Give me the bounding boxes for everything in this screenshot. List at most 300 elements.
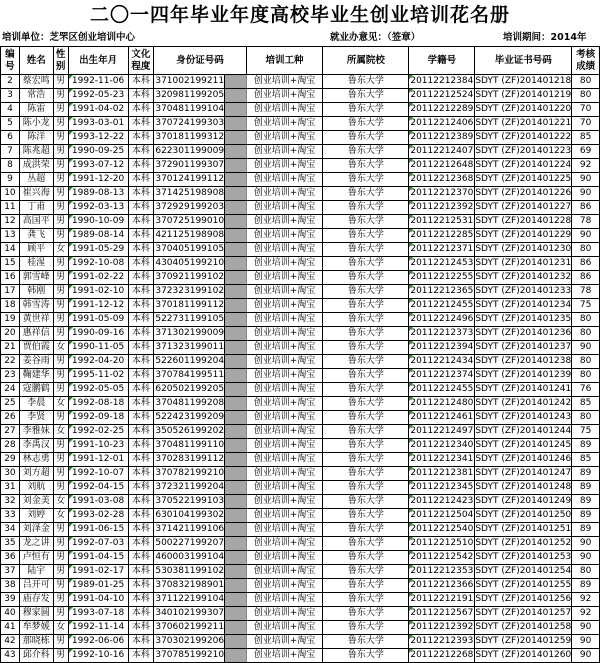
cell-score: 75	[572, 425, 600, 439]
table-row	[1, 607, 600, 621]
cell-birth: 1989-08-14	[68, 229, 128, 243]
cell-no: 32	[1, 495, 20, 509]
cell-training-type: 创业培训+淘宝	[246, 215, 323, 229]
cell-id-number: 370602199211	[154, 621, 225, 635]
cell-id-number: 372321199204	[154, 481, 225, 495]
cell-sex: 男	[53, 453, 68, 467]
cell-score: 80	[572, 313, 600, 327]
table-row	[1, 523, 600, 537]
cell-name: 丛超	[19, 173, 53, 187]
cell-no: 22	[1, 355, 20, 369]
cell-student-number: 20112212434	[409, 355, 475, 369]
cell-score: 92	[572, 159, 600, 173]
cell-redacted	[225, 537, 247, 551]
cell-training-type: 创业培训+淘宝	[246, 75, 323, 89]
cell-certificate-number: SDYT (ZF)201401236	[475, 327, 572, 341]
cell-certificate-number: SDYT (ZF)201401238	[475, 355, 572, 369]
cell-id-number: 430405199210	[154, 257, 225, 271]
cell-school: 鲁东大学	[323, 229, 409, 243]
employment-office-opinion: 就业办意见：（签章）	[330, 32, 421, 43]
cell-no: 16	[1, 271, 20, 285]
cell-training-type: 创业培训+淘宝	[246, 369, 323, 383]
cell-education: 本科	[128, 257, 154, 271]
cell-id-number: 370784199511	[154, 369, 225, 383]
cell-redacted	[225, 285, 247, 299]
cell-name: 那晓栋	[19, 635, 53, 649]
cell-birth: 1992-06-06	[68, 635, 128, 649]
cell-birth: 1992-03-13	[68, 201, 128, 215]
cell-no: 40	[1, 607, 20, 621]
table-row	[1, 355, 600, 369]
cell-sex: 男	[53, 579, 68, 593]
cell-education: 本科	[128, 481, 154, 495]
cell-sex: 女	[53, 621, 68, 635]
cell-name: 邱介科	[19, 649, 53, 663]
cell-certificate-number: SDYT (ZF)201401247	[475, 467, 572, 481]
cell-name: 郭雪峰	[19, 271, 53, 285]
cell-sex: 男	[53, 131, 68, 145]
cell-no: 7	[1, 145, 20, 159]
cell-id-number: 622301199009	[154, 145, 225, 159]
table-row	[1, 551, 600, 565]
cell-certificate-number: SDYT (ZF)201401256	[475, 593, 572, 607]
table-row	[1, 257, 600, 271]
cell-education: 本科	[128, 173, 154, 187]
cell-education: 本科	[128, 537, 154, 551]
cell-certificate-number: SDYT (ZF)201401248	[475, 481, 572, 495]
cell-certificate-number: SDYT (ZF)201401225	[475, 173, 572, 187]
cell-no: 24	[1, 383, 20, 397]
roster-table	[0, 46, 600, 663]
cell-score: 70	[572, 103, 600, 117]
cell-redacted	[225, 397, 247, 411]
cell-school: 鲁东大学	[323, 439, 409, 453]
cell-redacted	[225, 523, 247, 537]
cell-education: 本科	[128, 271, 154, 285]
cell-student-number: 20112212368	[409, 173, 475, 187]
cell-redacted	[225, 453, 247, 467]
cell-sex: 男	[53, 369, 68, 383]
cell-certificate-number: SDYT (ZF)201401231	[475, 257, 572, 271]
cell-score: 90	[572, 551, 600, 565]
cell-id-number: 372929199203	[154, 201, 225, 215]
cell-training-type: 创业培训+淘宝	[246, 481, 323, 495]
table-row	[1, 285, 600, 299]
cell-score: 89	[572, 495, 600, 509]
cell-birth: 1992-08-18	[68, 397, 128, 411]
cell-school: 鲁东大学	[323, 621, 409, 635]
cell-sex: 男	[53, 635, 68, 649]
table-row	[1, 397, 600, 411]
cell-student-number: 20112212423	[409, 495, 475, 509]
table-row	[1, 537, 600, 551]
table-row	[1, 453, 600, 467]
cell-training-type: 创业培训+淘宝	[246, 523, 323, 537]
cell-student-number: 20112212542	[409, 551, 475, 565]
cell-no: 41	[1, 621, 20, 635]
cell-birth: 1990-09-25	[68, 145, 128, 159]
cell-training-type: 创业培训+淘宝	[246, 621, 323, 635]
table-row	[1, 411, 600, 425]
cell-redacted	[225, 495, 247, 509]
table-row	[1, 243, 600, 257]
cell-id-number: 371122199104	[154, 593, 225, 607]
cell-student-number: 20112212392	[409, 621, 475, 635]
cell-birth: 1992-09-18	[68, 411, 128, 425]
cell-birth: 1990-11-05	[68, 341, 128, 355]
table-row	[1, 159, 600, 173]
cell-sex: 男	[53, 229, 68, 243]
cell-training-type: 创业培训+淘宝	[246, 593, 323, 607]
cell-no: 43	[1, 649, 20, 663]
cell-school: 鲁东大学	[323, 103, 409, 117]
cell-no: 20	[1, 327, 20, 341]
cell-no: 34	[1, 523, 20, 537]
cell-name: 龙之讲	[19, 537, 53, 551]
cell-education: 本科	[128, 425, 154, 439]
cell-no: 21	[1, 341, 20, 355]
cell-sex: 男	[53, 327, 68, 341]
cell-id-number: 370124199112	[154, 173, 225, 187]
cell-score: 85	[572, 453, 600, 467]
cell-score: 75	[572, 299, 600, 313]
cell-sex: 男	[53, 117, 68, 131]
cell-education: 本科	[128, 299, 154, 313]
cell-certificate-number: SDYT (ZF)201401242	[475, 397, 572, 411]
cell-student-number: 20112212648	[409, 159, 475, 173]
cell-training-type: 创业培训+淘宝	[246, 313, 323, 327]
cell-id-number: 370181199112	[154, 299, 225, 313]
cell-name: 陈兆超	[19, 145, 53, 159]
cell-student-number: 20112212497	[409, 425, 475, 439]
cell-training-type: 创业培训+淘宝	[246, 607, 323, 621]
cell-education: 本科	[128, 285, 154, 299]
cell-no: 37	[1, 565, 20, 579]
cell-training-type: 创业培训+淘宝	[246, 299, 323, 313]
cell-certificate-number: SDYT (ZF)201401224	[475, 159, 572, 173]
cell-id-number: 370782199210	[154, 467, 225, 481]
cell-sex: 男	[53, 355, 68, 369]
cell-id-number: 522423199209	[154, 411, 225, 425]
cell-no: 27	[1, 425, 20, 439]
cell-name: 陈洋	[19, 131, 53, 145]
cell-score: 90	[572, 187, 600, 201]
cell-redacted	[225, 565, 247, 579]
cell-redacted	[225, 257, 247, 271]
cell-school: 鲁东大学	[323, 551, 409, 565]
cell-sex: 女	[53, 425, 68, 439]
cell-school: 鲁东大学	[323, 257, 409, 271]
cell-student-number: 20112212389	[409, 131, 475, 145]
cell-student-number: 20112212461	[409, 411, 475, 425]
cell-redacted	[225, 271, 247, 285]
table-row	[1, 299, 600, 313]
cell-name: 刘泽金	[19, 523, 53, 537]
cell-birth: 1991-05-29	[68, 243, 128, 257]
cell-certificate-number: SDYT (ZF)201401235	[475, 313, 572, 327]
cell-id-number: 340102199307	[154, 607, 225, 621]
cell-score: 90	[572, 537, 600, 551]
cell-certificate-number: SDYT (ZF)201401229	[475, 229, 572, 243]
cell-education: 本科	[128, 551, 154, 565]
cell-training-type: 创业培训+淘宝	[246, 341, 323, 355]
cell-student-number: 20112212504	[409, 509, 475, 523]
cell-id-number: 370405199105	[154, 243, 225, 257]
cell-redacted	[225, 201, 247, 215]
cell-score: 80	[572, 369, 600, 383]
cell-student-number: 20112212453	[409, 257, 475, 271]
info-bar	[0, 30, 600, 45]
cell-name: 陈雷	[19, 103, 53, 117]
cell-education: 本科	[128, 215, 154, 229]
table-row	[1, 341, 600, 355]
cell-no: 38	[1, 579, 20, 593]
cell-name: 李晨	[19, 397, 53, 411]
cell-name: 黄世祥	[19, 313, 53, 327]
cell-education: 本科	[128, 439, 154, 453]
cell-redacted	[225, 649, 247, 663]
cell-sex: 男	[53, 187, 68, 201]
cell-score: 80	[572, 327, 600, 341]
cell-sex: 男	[53, 565, 68, 579]
cell-sex: 男	[53, 313, 68, 327]
table-row	[1, 593, 600, 607]
cell-education: 本科	[128, 229, 154, 243]
cell-redacted	[225, 355, 247, 369]
cell-school: 鲁东大学	[323, 467, 409, 481]
cell-score: 80	[572, 89, 600, 103]
cell-redacted	[225, 439, 247, 453]
cell-sex: 男	[53, 201, 68, 215]
cell-id-number: 370481199104	[154, 103, 225, 117]
cell-education: 本科	[128, 453, 154, 467]
cell-name: 陈小龙	[19, 117, 53, 131]
cell-id-number: 460003199104	[154, 551, 225, 565]
cell-student-number: 20112212384	[409, 75, 475, 89]
cell-student-number: 20112212393	[409, 635, 475, 649]
cell-name: 蔡宏鸣	[19, 75, 53, 89]
cell-training-type: 创业培训+淘宝	[246, 495, 323, 509]
cell-no: 11	[1, 201, 20, 215]
header-education: 文化程度	[128, 47, 154, 75]
cell-id-number: 371323199011	[154, 341, 225, 355]
cell-name: 韩雪涛	[19, 299, 53, 313]
table-row	[1, 145, 600, 159]
cell-redacted	[225, 509, 247, 523]
cell-training-type: 创业培训+淘宝	[246, 467, 323, 481]
cell-no: 4	[1, 103, 20, 117]
cell-certificate-number: SDYT (ZF)201401234	[475, 299, 572, 313]
cell-training-type: 创业培训+淘宝	[246, 635, 323, 649]
cell-certificate-number: SDYT (ZF)201401227	[475, 201, 572, 215]
cell-student-number: 20112212373	[409, 327, 475, 341]
cell-id-number: 370921199102	[154, 271, 225, 285]
cell-certificate-number: SDYT (ZF)201401243	[475, 411, 572, 425]
cell-certificate-number: SDYT (ZF)201401249	[475, 495, 572, 509]
cell-school: 鲁东大学	[323, 75, 409, 89]
cell-name: 常浩	[19, 89, 53, 103]
table-row	[1, 439, 600, 453]
cell-score: 89	[572, 509, 600, 523]
cell-student-number: 20112212366	[409, 579, 475, 593]
cell-id-number: 500227199207	[154, 537, 225, 551]
cell-name: 刘婷	[19, 509, 53, 523]
cell-birth: 1991-04-02	[68, 103, 128, 117]
cell-no: 12	[1, 215, 20, 229]
cell-education: 本科	[128, 523, 154, 537]
cell-birth: 1991-05-09	[68, 313, 128, 327]
cell-school: 鲁东大学	[323, 355, 409, 369]
cell-id-number: 371421199106	[154, 523, 225, 537]
cell-student-number: 20112212407	[409, 145, 475, 159]
training-unit: 培训单位：芝罘区创业培训中心	[2, 32, 136, 43]
cell-school: 鲁东大学	[323, 537, 409, 551]
cell-redacted	[225, 173, 247, 187]
cell-education: 本科	[128, 607, 154, 621]
cell-birth: 1991-12-12	[68, 299, 128, 313]
cell-name: 寇鹏鹤	[19, 383, 53, 397]
cell-score: 80	[572, 355, 600, 369]
header-certificate-number: 毕业证书号码	[475, 47, 572, 75]
cell-certificate-number: SDYT (ZF)201401251	[475, 523, 572, 537]
cell-birth: 1989-08-13	[68, 187, 128, 201]
cell-name: 鞠建华	[19, 369, 53, 383]
cell-no: 25	[1, 397, 20, 411]
cell-student-number: 20112212255	[409, 271, 475, 285]
cell-training-type: 创业培训+淘宝	[246, 565, 323, 579]
cell-name: 李贤	[19, 411, 53, 425]
cell-training-type: 创业培训+淘宝	[246, 159, 323, 173]
cell-no: 30	[1, 467, 20, 481]
cell-score: 76	[572, 383, 600, 397]
cell-name: 姜谷雨	[19, 355, 53, 369]
cell-sex: 女	[53, 341, 68, 355]
cell-no: 23	[1, 369, 20, 383]
cell-id-number: 522731199105	[154, 313, 225, 327]
cell-no: 6	[1, 131, 20, 145]
cell-sex: 男	[53, 649, 68, 663]
cell-student-number: 20112212392	[409, 201, 475, 215]
cell-training-type: 创业培训+淘宝	[246, 579, 323, 593]
cell-no: 35	[1, 537, 20, 551]
cell-school: 鲁东大学	[323, 131, 409, 145]
cell-id-number: 370522199103	[154, 495, 225, 509]
cell-certificate-number: SDYT (ZF)201401233	[475, 285, 572, 299]
cell-education: 本科	[128, 411, 154, 425]
cell-student-number: 20112212406	[409, 117, 475, 131]
cell-id-number: 371302199009	[154, 327, 225, 341]
header-score: 考核成绩	[572, 47, 600, 75]
cell-training-type: 创业培训+淘宝	[246, 131, 323, 145]
roster-title: 二〇一四年毕业年度高校毕业生创业培训花名册	[89, 4, 510, 26]
cell-birth: 1993-12-22	[68, 131, 128, 145]
cell-score: 90	[572, 649, 600, 663]
table-row	[1, 103, 600, 117]
cell-certificate-number: SDYT (ZF)201401220	[475, 103, 572, 117]
header-birth: 出生年月	[68, 47, 128, 75]
cell-score: 80	[572, 243, 600, 257]
header-id-number: 身份证号码	[154, 47, 246, 75]
cell-redacted	[225, 229, 247, 243]
table-row	[1, 635, 600, 649]
cell-certificate-number: SDYT (ZF)201401257	[475, 607, 572, 621]
cell-training-type: 创业培训+淘宝	[246, 145, 323, 159]
cell-birth: 1991-02-17	[68, 565, 128, 579]
cell-score: 78	[572, 285, 600, 299]
cell-certificate-number: SDYT (ZF)201401258	[475, 621, 572, 635]
cell-certificate-number: SDYT (ZF)201401228	[475, 215, 572, 229]
table-row	[1, 327, 600, 341]
header-sex: 性别	[53, 47, 68, 75]
cell-redacted	[225, 117, 247, 131]
cell-student-number: 20112212345	[409, 481, 475, 495]
cell-student-number: 20112212455	[409, 299, 475, 313]
header-training-type: 培训工种	[246, 47, 323, 75]
cell-school: 鲁东大学	[323, 271, 409, 285]
cell-name: 林志勇	[19, 453, 53, 467]
cell-certificate-number: SDYT (ZF)201401246	[475, 453, 572, 467]
cell-training-type: 创业培训+淘宝	[246, 425, 323, 439]
cell-school: 鲁东大学	[323, 369, 409, 383]
cell-name: 陆宇	[19, 565, 53, 579]
cell-education: 本科	[128, 369, 154, 383]
table-row	[1, 425, 600, 439]
cell-id-number: 350526199202	[154, 425, 225, 439]
cell-redacted	[225, 467, 247, 481]
cell-student-number: 20112212480	[409, 397, 475, 411]
header-no: 编号	[1, 47, 20, 75]
cell-id-number: 370785199210	[154, 649, 225, 663]
cell-score: 86	[572, 257, 600, 271]
cell-school: 鲁东大学	[323, 607, 409, 621]
cell-certificate-number: SDYT (ZF)201401221	[475, 117, 572, 131]
cell-birth: 1995-11-02	[68, 369, 128, 383]
cell-certificate-number: SDYT (ZF)201401241	[475, 383, 572, 397]
cell-name: 顾平	[19, 243, 53, 257]
cell-certificate-number: SDYT (ZF)201401219	[475, 89, 572, 103]
cell-sex: 男	[53, 383, 68, 397]
cell-sex: 男	[53, 537, 68, 551]
cell-education: 本科	[128, 159, 154, 173]
cell-school: 鲁东大学	[323, 117, 409, 131]
cell-student-number: 20112212340	[409, 439, 475, 453]
cell-score: 89	[572, 467, 600, 481]
table-row	[1, 467, 600, 481]
cell-score: 89	[572, 579, 600, 593]
cell-redacted	[225, 481, 247, 495]
cell-birth: 1992-11-06	[68, 75, 128, 89]
cell-no: 28	[1, 439, 20, 453]
cell-id-number: 371425198908	[154, 187, 225, 201]
cell-no: 33	[1, 509, 20, 523]
cell-score: 85	[572, 397, 600, 411]
table-row	[1, 187, 600, 201]
cell-no: 14	[1, 243, 20, 257]
cell-redacted	[225, 621, 247, 635]
cell-student-number: 20112212540	[409, 523, 475, 537]
cell-score: 69	[572, 145, 600, 159]
cell-student-number: 20112212455	[409, 383, 475, 397]
cell-student-number: 20112212510	[409, 537, 475, 551]
cell-redacted	[225, 607, 247, 621]
cell-redacted	[225, 411, 247, 425]
cell-birth: 1992-10-08	[68, 257, 128, 271]
cell-no: 17	[1, 285, 20, 299]
cell-training-type: 创业培训+淘宝	[246, 453, 323, 467]
cell-score: 78	[572, 215, 600, 229]
cell-sex: 男	[53, 173, 68, 187]
cell-no: 2	[1, 75, 20, 89]
